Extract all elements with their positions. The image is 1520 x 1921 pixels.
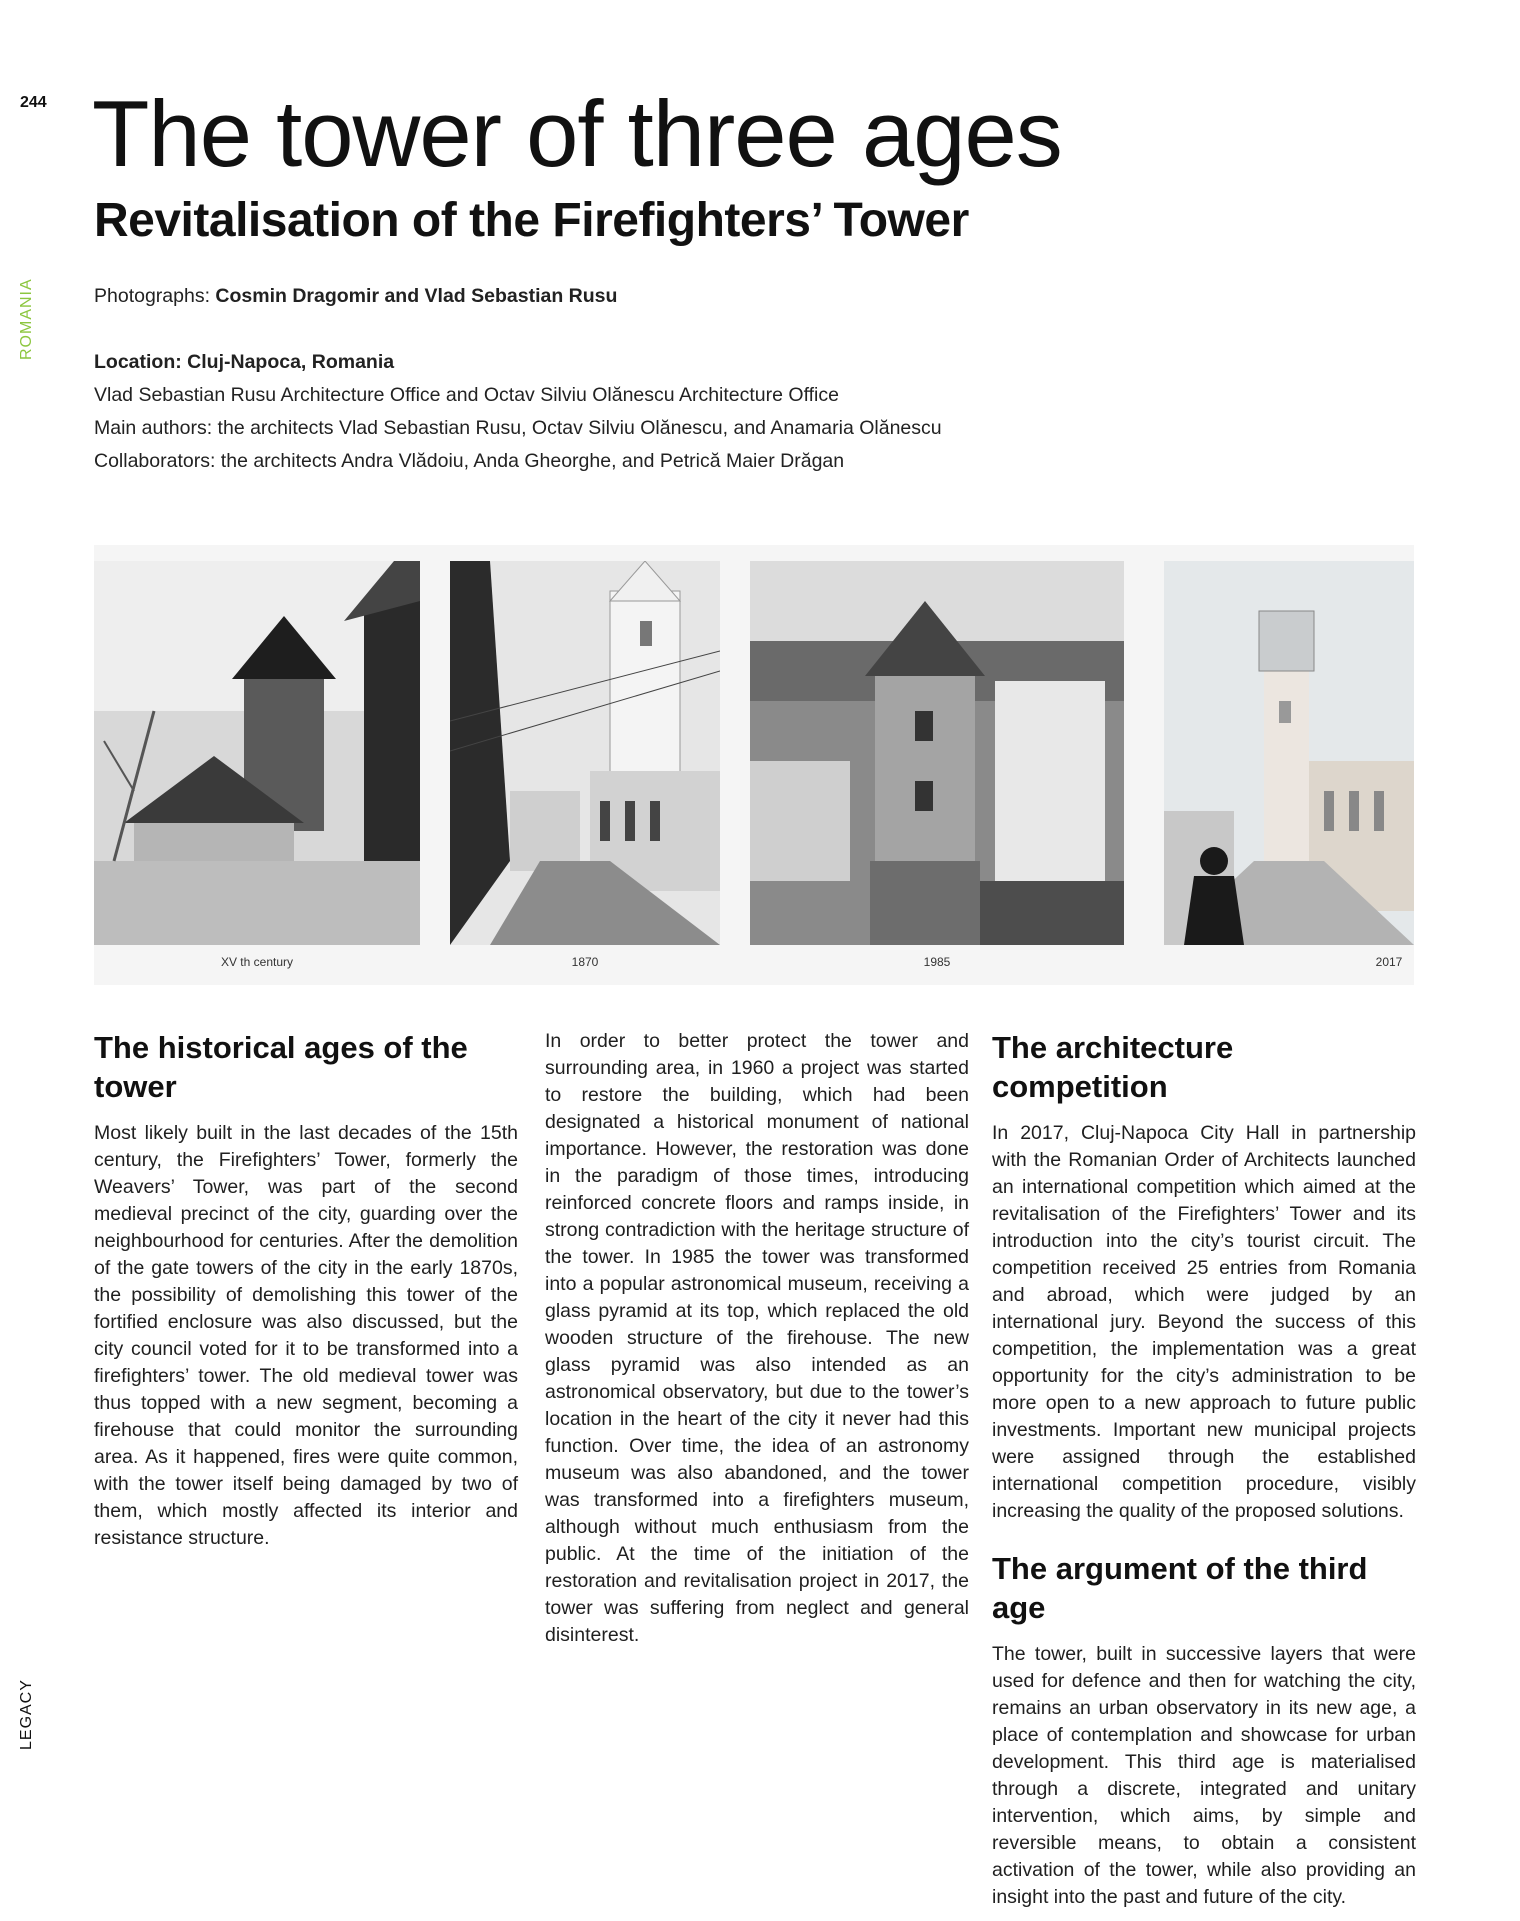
photo-xv-century — [94, 561, 420, 945]
location-line: Location: Cluj-Napoca, Romania — [94, 351, 395, 373]
caption-xv-century: XV th century — [220, 955, 294, 969]
paragraph-third-age: The tower, built in successive layers that were used for defence and then for watching the city, remains an urban observatory in its new age, a place of contemplation and showcase for urban development. This third age is materialised through a discrete, integrated and unitary intervention, which aims, by simple and reversible means, to obtain a consistent activation of the tower, while also providing an insight into the past and future of the city. — [992, 1643, 1416, 1908]
caption-1985: 1985 — [923, 955, 951, 969]
heading-historical-ages: The historical ages of the tower — [94, 1030, 468, 1104]
column-left — [94, 1028, 518, 1562]
paragraph-historical-1: Most likely built in the last decades of the 15th century, the Firefighters’ Tower, formerly the Weavers’ Tower, was part of the second medieval precinct of the city, guarding over the neighbourhood for centuries. After the demolition of the gate towers of the city in the early 1870s, the possibility of demolishing this tower of the fortified enclosure was also discussed, but the city council voted for it to be transformed into a firefighters’ tower. The old medieval tower was thus topped with a new segment, becoming a firehouse that could monitor the surrounding area. As it happened, fires were quite common, with the tower itself being damaged by two of them, which mostly affected its interior and resistance structure. — [94, 1122, 518, 1549]
main-authors-line: Main authors: the architects Vlad Sebastian Rusu, Octav Silviu Olănescu, and Anamaria Olănescu — [94, 417, 942, 439]
credits-block — [94, 280, 942, 478]
photo-1870 — [450, 561, 720, 945]
caption-2017: 2017 — [1375, 955, 1403, 969]
photo-1985 — [750, 561, 1124, 945]
article-subtitle: Revitalisation of the Firefighters’ Tower — [94, 194, 969, 247]
caption-1870: 1870 — [571, 955, 599, 969]
article-title: The tower of three ages — [92, 81, 1062, 186]
offices-line: Vlad Sebastian Rusu Architecture Office and Octav Silviu Olănescu Architecture Office — [94, 384, 839, 406]
heading-third-age: The argument of the third age — [992, 1551, 1368, 1625]
photographs-credit — [94, 280, 942, 313]
column-right — [992, 1028, 1416, 1921]
paragraph-competition: In 2017, Cluj-Napoca City Hall in partnership with the Romanian Order of Architects launched an international competition which aimed at the revitalisation of the Firefighters’ Tower and its introduction into the city’s tourist circuit. The competition received 25 entries from Romania and abroad, which were judged by an international jury. Beyond the success of this competition, the implementation was a great opportunity for the city’s administration to be more open to a new approach to future public investments. Important new municipal projects were assigned through the established international competition procedure, visibly increasing the quality of the proposed solutions. — [992, 1122, 1416, 1522]
page-number: 244 — [20, 94, 47, 111]
section-side-label: LEGACY — [18, 1679, 35, 1750]
photographs-names: Cosmin Dragomir and Vlad Sebastian Rusu — [215, 285, 618, 307]
collaborators-line: Collaborators: the architects Andra Vlădoiu, Anda Gheorghe, and Petrică Maier Drăgan — [94, 450, 845, 472]
photo-2017 — [1164, 561, 1414, 945]
paragraph-historical-2: In order to better protect the tower and surrounding area, in 1960 a project was started to restore the building, which had been designated a historical monument of national importance. However, the restoration was done in the paradigm of those times, introducing reinforced concrete floors and ramps inside, in strong contradiction with the heritage structure of the tower. In 1985 the tower was transformed into a popular astronomical museum, receiving a glass pyramid at its top, which replaced the old wooden structure of the firehouse. The new glass pyramid was also intended as an astronomical observatory, but due to the tower’s location in the heart of the city it never had this function. Over time, the idea of an astronomy museum was also abandoned, and the tower was transformed into a firefighters museum, although without much enthusiasm from the public. At the time of the initiation of the restoration and revitalisation project in 2017, the tower was suffering from neglect and general disinterest. — [545, 1030, 969, 1646]
photographs-label: Photographs: — [94, 285, 216, 307]
tower-photo-strip — [94, 545, 1414, 985]
country-side-label: ROMANIA — [18, 278, 35, 360]
column-middle — [545, 1028, 969, 1659]
heading-architecture-competition: The architecture competition — [992, 1030, 1234, 1104]
